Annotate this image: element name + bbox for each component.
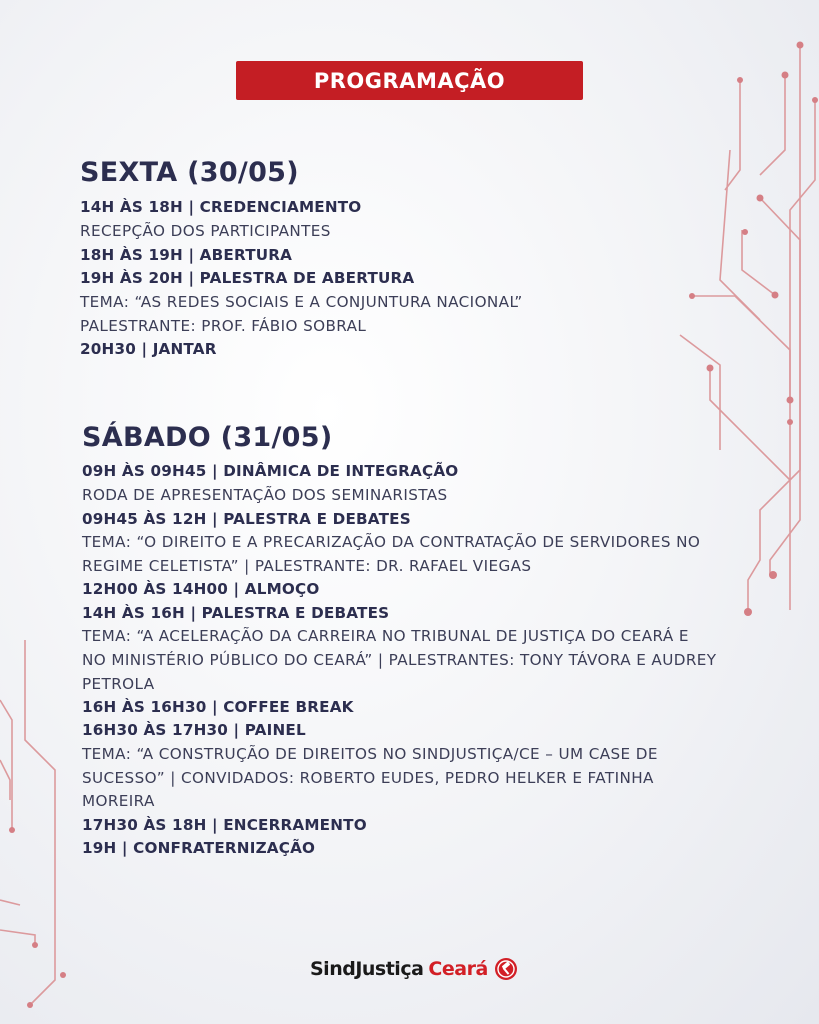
logo-text-main: SindJustiça [310,958,424,980]
schedule-line: RODA DE APRESENTAÇÃO DOS SEMINARISTAS [82,486,448,504]
schedule-line: 19H ÀS 20H | PALESTRA DE ABERTURA [80,269,415,287]
schedule-line: PALESTRANTE: PROF. FÁBIO SOBRAL [80,317,367,335]
schedule-line: 17H30 ÀS 18H | ENCERRAMENTO [82,816,367,834]
schedule-line: RECEPÇÃO DOS PARTICIPANTES [80,222,331,240]
schedule-line: SUCESSO” | CONVIDADOS: ROBERTO EUDES, PEDRO HELKER E FATINHA [82,769,654,787]
schedule-line: TEMA: “AS REDES SOCIAIS E A CONJUNTURA NACIONAL” [80,293,523,311]
schedule-line: 12H00 ÀS 14H00 | ALMOÇO [82,580,320,598]
schedule-line: TEMA: “A ACELERAÇÃO DA CARREIRA NO TRIBUNAL DE JUSTIÇA DO CEARÁ E [82,627,689,645]
schedule-line: PETROLA [82,675,155,693]
day-title-saturday: SÁBADO (31/05) [82,422,333,453]
schedule-line: 14H ÀS 18H | CREDENCIAMENTO [80,198,362,216]
schedule-line: 09H ÀS 09H45 | DINÂMICA DE INTEGRAÇÃO [82,462,459,480]
schedule-line: 18H ÀS 19H | ABERTURA [80,246,293,264]
schedule-line: NO MINISTÉRIO PÚBLICO DO CEARÁ” | PALESTRANTES: TONY TÁVORA E AUDREY [82,651,717,669]
schedule-line: MOREIRA [82,792,155,810]
gavel-icon [494,957,518,981]
schedule-line: 14H ÀS 16H | PALESTRA E DEBATES [82,604,390,622]
schedule-line: TEMA: “A CONSTRUÇÃO DE DIREITOS NO SINDJUSTIÇA/CE – UM CASE DE [82,745,658,763]
logo-text-accent: Ceará [428,958,488,980]
program-title-banner [236,61,583,100]
schedule-line: TEMA: “O DIREITO E A PRECARIZAÇÃO DA CONTRATAÇÃO DE SERVIDORES NO [82,533,701,551]
program-title: PROGRAMAÇÃO [313,68,506,93]
sindjustica-logo [310,953,518,985]
day-title-friday: SEXTA (30/05) [80,157,299,188]
schedule-line: 16H ÀS 16H30 | COFFEE BREAK [82,698,354,716]
schedule-line: 20H30 | JANTAR [80,340,217,358]
schedule-line: 19H | CONFRATERNIZAÇÃO [82,839,316,857]
schedule-line: 09H45 ÀS 12H | PALESTRA E DEBATES [82,510,411,528]
schedule-line: REGIME CELETISTA” | PALESTRANTE: DR. RAFAEL VIEGAS [82,557,532,575]
schedule-line: 16H30 ÀS 17H30 | PAINEL [82,721,306,739]
